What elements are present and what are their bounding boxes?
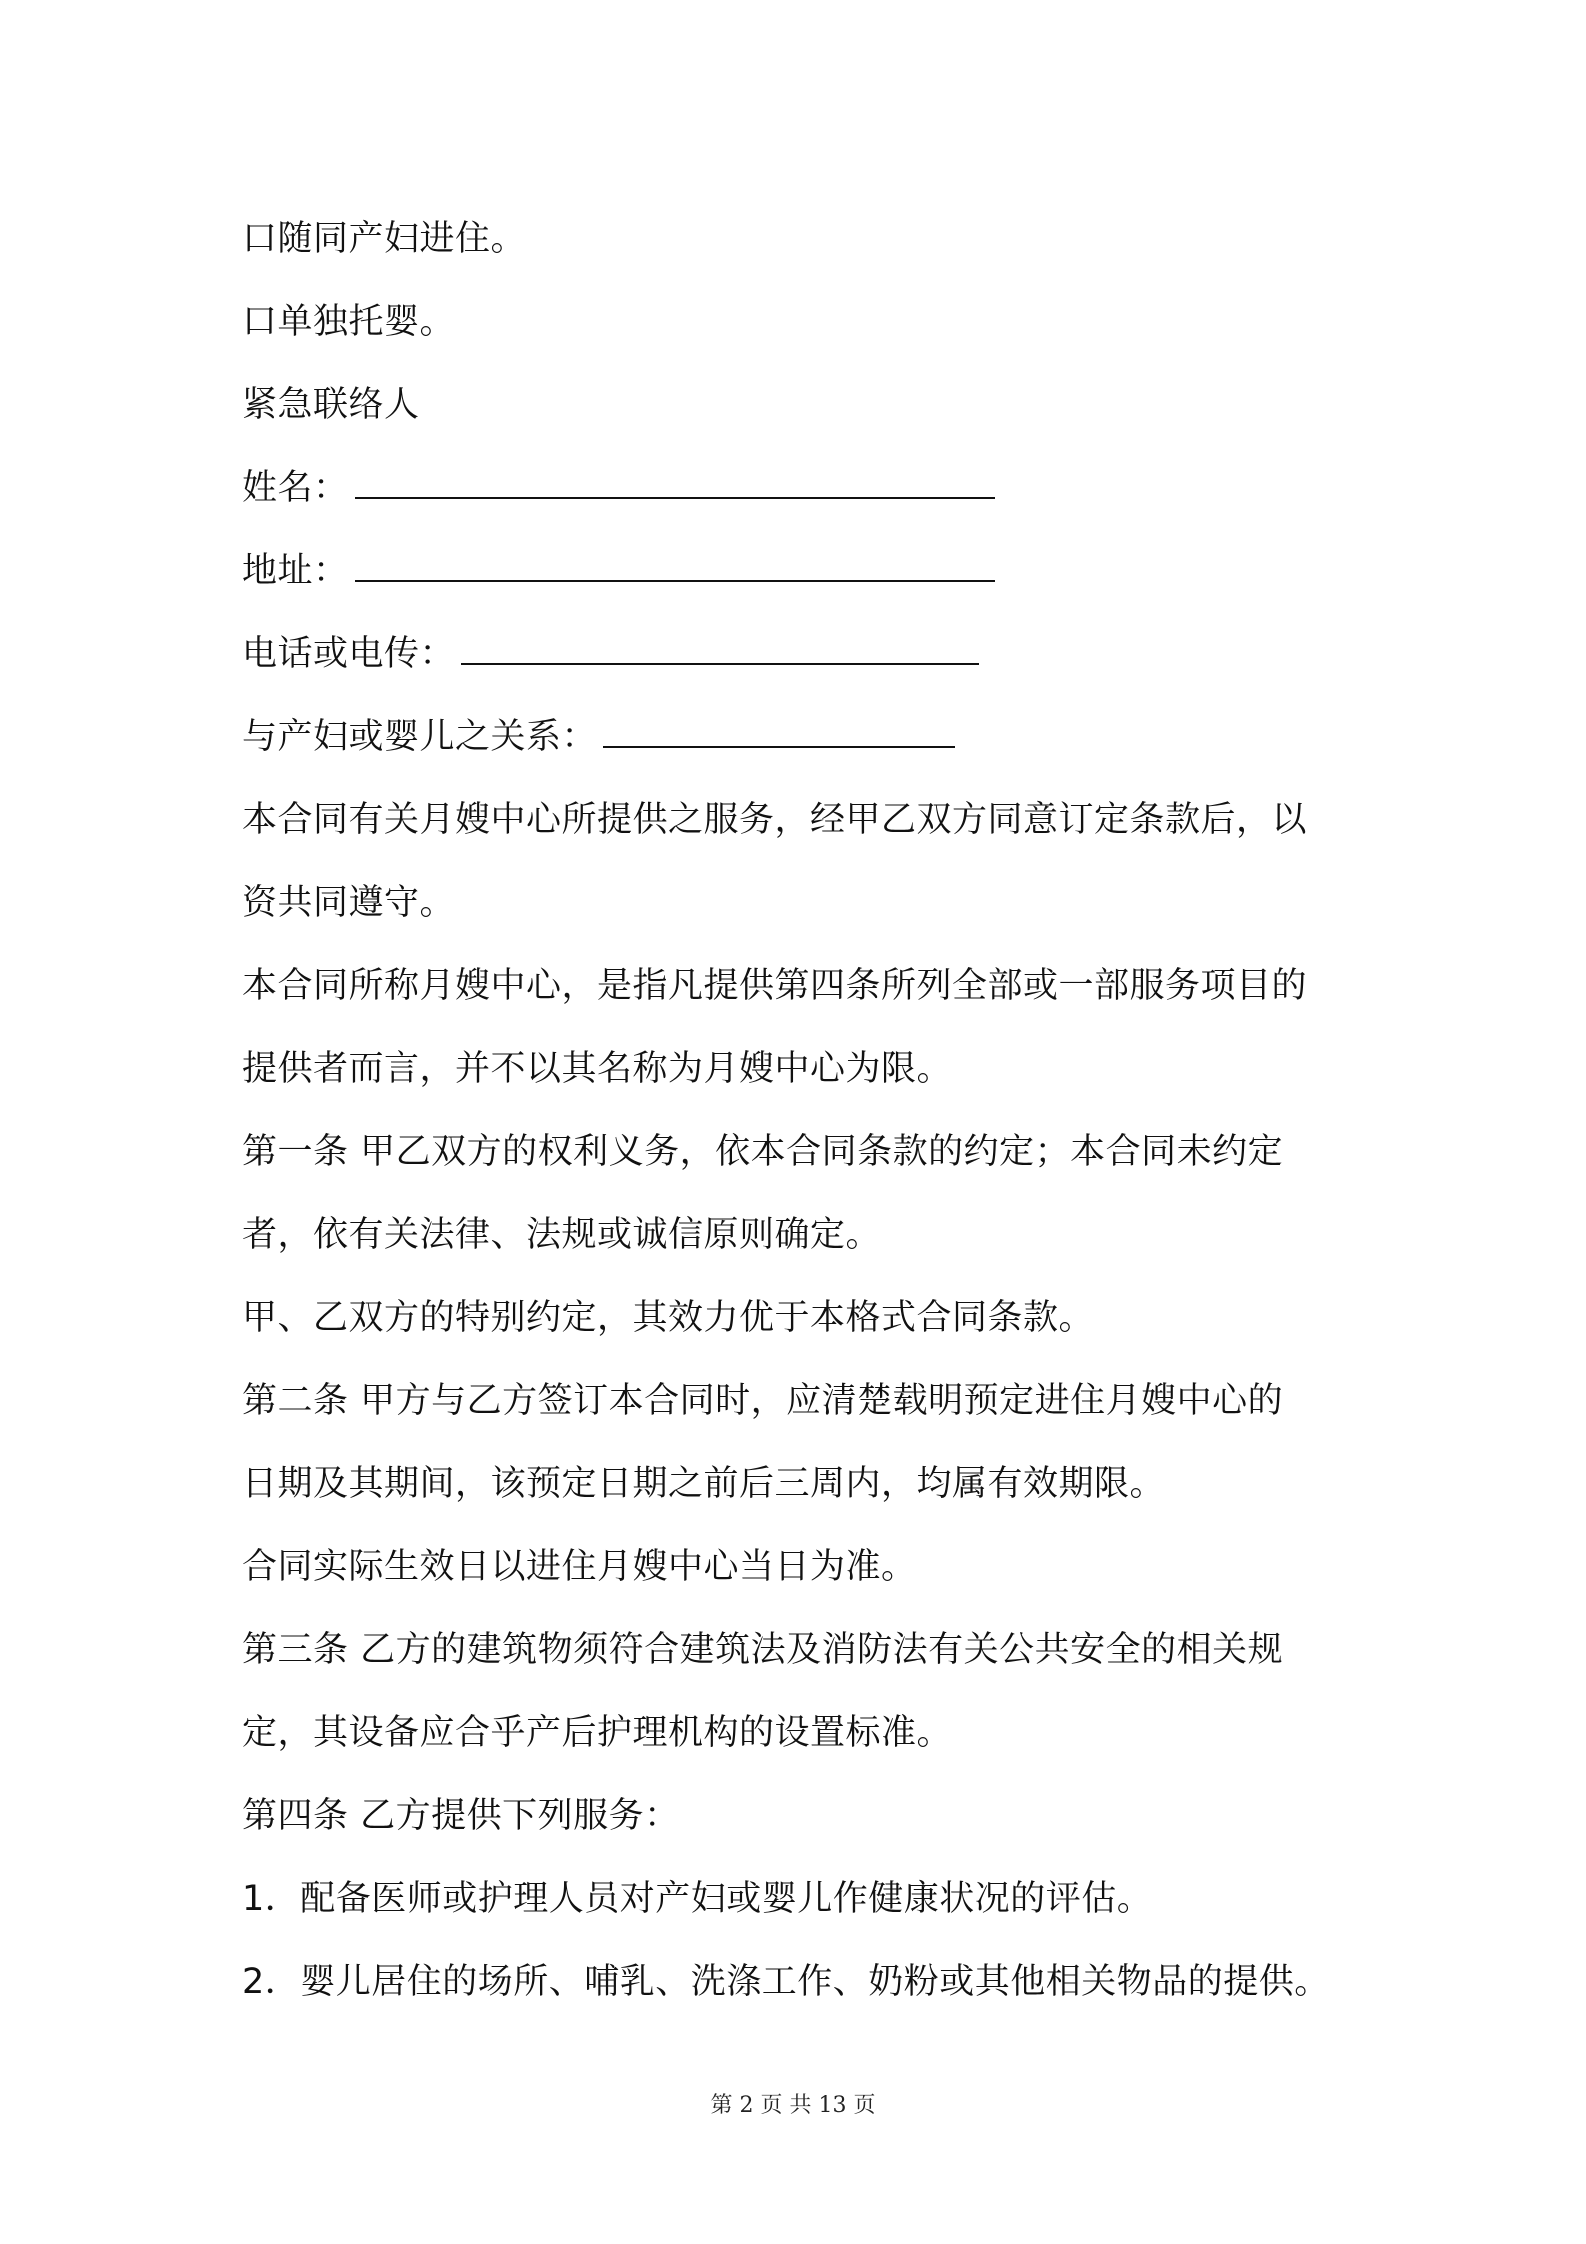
address-fill-line [355,550,995,582]
option-infant-only: 口单独托婴。 [242,302,456,342]
emergency-contact-heading: 紧急联络人 [242,385,420,425]
article-1-line: 者，依有关法律、法规或诚信原则确定。 [242,1215,882,1255]
relationship-field-row [242,696,1372,779]
relationship-field-label: 与产妇或婴儿之关系： [242,717,598,757]
phone-field-row [242,613,1372,696]
address-field-label: 地址： [242,551,349,591]
name-field-label: 姓名： [242,468,349,508]
article-3-line: 第三条 乙方的建筑物须符合建筑法及消防法有关公共安全的相关规 [242,1630,1284,1670]
address-field-row [242,530,1372,613]
paragraph-line: 本合同有关月嫂中心所提供之服务，经甲乙双方同意订定条款后，以 [242,800,1308,840]
article-3-line: 定，其设备应合乎产后护理机构的设置标准。 [242,1713,953,1753]
article-2-line: 日期及其期间，该预定日期之前后三周内，均属有效期限。 [242,1464,1166,1504]
name-fill-line [355,467,995,499]
paragraph-line: 资共同遵守。 [242,883,456,923]
article-2-line: 第二条 甲方与乙方签订本合同时，应清楚载明预定进住月嫂中心的 [242,1381,1284,1421]
article-4-heading: 第四条 乙方提供下列服务： [242,1796,680,1836]
relationship-fill-line [603,716,955,748]
service-item-2: 2．婴儿居住的场所、哺乳、洗涤工作、奶粉或其他相关物品的提供。 [242,1962,1330,2002]
article-1-line: 第一条 甲乙双方的权利义务，依本合同条款的约定；本合同未约定 [242,1132,1284,1172]
option-accompany-mother: 口随同产妇进住。 [242,219,527,259]
paragraph-line: 合同实际生效日以进住月嫂中心当日为准。 [242,1547,917,1587]
phone-field-label: 电话或电传： [242,634,456,674]
page-number-footer: 第 2 页 共 13 页 [710,2093,876,2118]
paragraph-line: 甲、乙双方的特别约定，其效力优于本格式合同条款。 [242,1298,1095,1338]
paragraph-line: 本合同所称月嫂中心，是指凡提供第四条所列全部或一部服务项目的 [242,966,1308,1006]
name-field-row [242,447,1372,530]
service-item-1: 1．配备医师或护理人员对产妇或婴儿作健康状况的评估。 [242,1879,1153,1919]
phone-fill-line [461,633,979,665]
document-body [242,198,1372,2024]
paragraph-line: 提供者而言，并不以其名称为月嫂中心为限。 [242,1049,953,1089]
